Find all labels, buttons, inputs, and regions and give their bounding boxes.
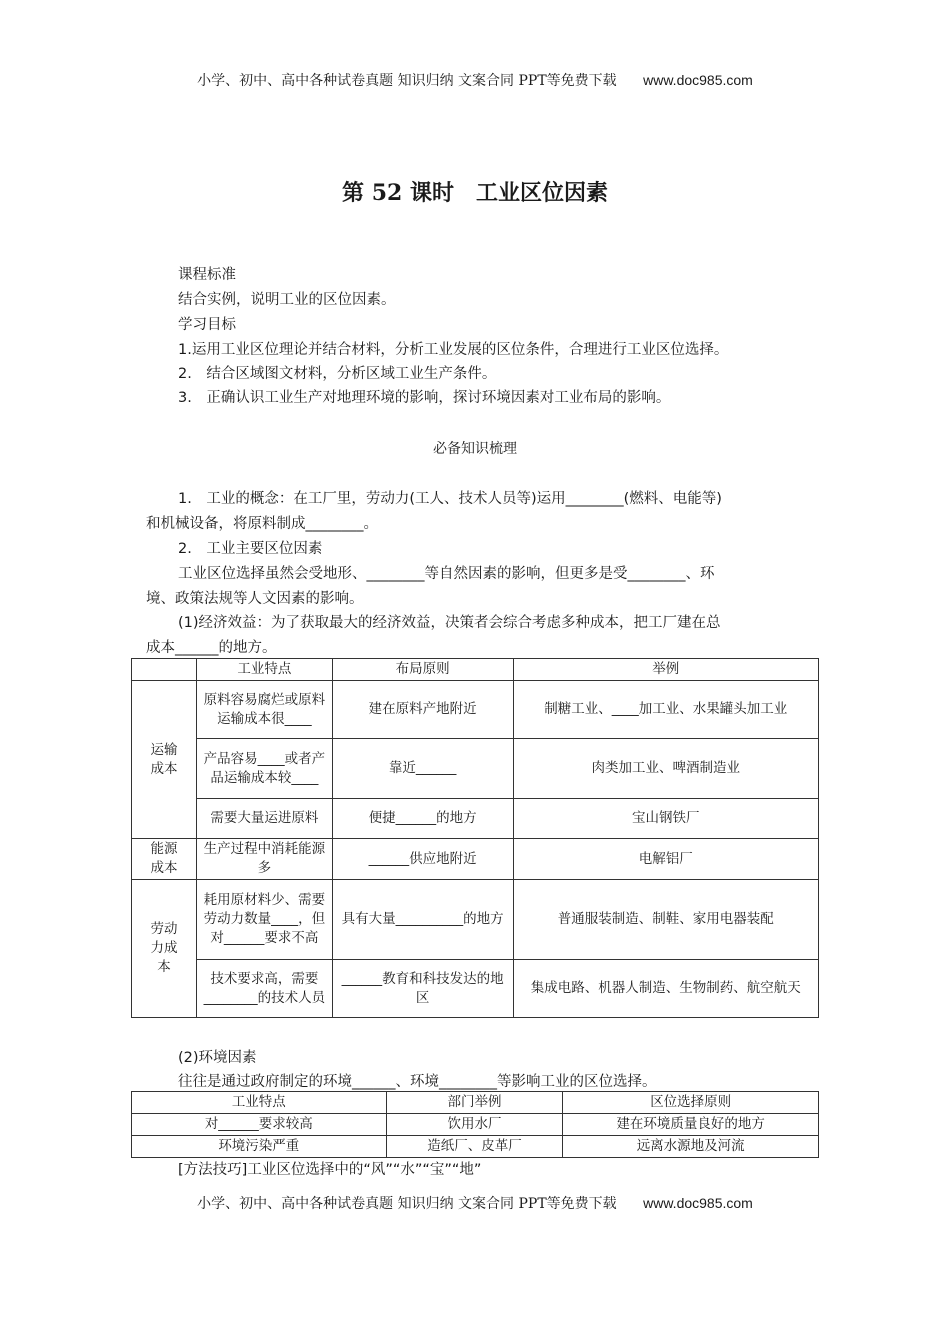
table-row xyxy=(132,1136,819,1158)
table-row xyxy=(132,739,819,799)
table-header-cell: 工业特点 xyxy=(196,659,332,681)
para-4a: (1)经济效益：为了获取最大的经济效益，决策者会综合考虑多种成本，把工厂建在总 xyxy=(178,615,721,631)
page-header xyxy=(0,70,950,90)
header-url[interactable]: www.doc985.com xyxy=(643,72,753,88)
para-3b: 境、政策法规等人文因素的影响。 xyxy=(146,591,364,607)
table-cell: 便捷______的地方 xyxy=(332,799,513,839)
table-cell: 具有大量__________的地方 xyxy=(332,880,513,960)
group-label-labor: 劳动 力成 本 xyxy=(132,880,197,1018)
table-header-cell xyxy=(132,659,197,681)
para-6: 往往是通过政府制定的环境______、环境________等影响工业的区位选择。 xyxy=(178,1074,657,1090)
para-1b: 和机械设备，将原料制成________。 xyxy=(146,516,378,532)
table-header-cell: 工业特点 xyxy=(132,1092,387,1114)
para-3a: 工业区位选择虽然会受地形、________等自然因素的影响，但更多是受________、环 xyxy=(178,566,715,582)
table-row xyxy=(132,799,819,839)
table-cell: 原料容易腐烂或原料运输成本很____ xyxy=(196,681,332,739)
table-cell: 靠近______ xyxy=(332,739,513,799)
para-5: (2)环境因素 xyxy=(178,1050,257,1066)
table-header-cell: 部门举例 xyxy=(386,1092,563,1114)
table-header-row xyxy=(132,659,819,681)
goals-heading: 学习目标 xyxy=(178,317,236,333)
page-title: 第 52 课时 工业区位因素 xyxy=(342,180,608,206)
table-row xyxy=(132,880,819,960)
page-footer xyxy=(0,1193,950,1213)
footer-text: 小学、初中、高中各种试卷真题 知识归纳 文案合同 PPT等免费下载 xyxy=(197,1196,617,1212)
table-cell: 普通服装制造、制鞋、家用电器装配 xyxy=(513,880,818,960)
table-header-cell: 布局原则 xyxy=(332,659,513,681)
table-cell: 肉类加工业、啤酒制造业 xyxy=(513,739,818,799)
environment-table xyxy=(131,1091,819,1158)
cost-factors-table xyxy=(131,658,819,1018)
table-cell: 生产过程中消耗能源多 xyxy=(196,839,332,880)
table-cell: 技术要求高，需要________的技术人员 xyxy=(196,960,332,1018)
table-cell: 远离水源地及河流 xyxy=(563,1136,819,1158)
table-cell: 电解铝厂 xyxy=(513,839,818,880)
table-cell: 产品容易____或者产品运输成本较____ xyxy=(196,739,332,799)
para-2: 2. 工业主要区位因素 xyxy=(178,541,323,557)
table-cell: 宝山钢铁厂 xyxy=(513,799,818,839)
table-cell: 造纸厂、皮革厂 xyxy=(386,1136,563,1158)
table-header-cell: 区位选择原则 xyxy=(563,1092,819,1114)
table-cell: ______教育和科技发达的地区 xyxy=(332,960,513,1018)
header-text: 小学、初中、高中各种试卷真题 知识归纳 文案合同 PPT等免费下载 xyxy=(197,73,617,89)
table-header-cell: 举例 xyxy=(513,659,818,681)
standard-text: 结合实例，说明工业的区位因素。 xyxy=(178,292,396,308)
footer-url[interactable]: www.doc985.com xyxy=(643,1195,753,1211)
table-row xyxy=(132,839,819,880)
table-cell: 环境污染严重 xyxy=(132,1136,387,1158)
para-7: [方法技巧]工业区位选择中的“风”“水”“宝”“地” xyxy=(178,1162,482,1178)
table-cell: 耗用原材料少、需要劳动力数量____，但对______要求不高 xyxy=(196,880,332,960)
table-cell: ______供应地附近 xyxy=(332,839,513,880)
goal-item-3: 3. 正确认识工业生产对地理环境的影响，探讨环境因素对工业布局的影响。 xyxy=(178,390,671,406)
para-1a: 1. 工业的概念：在工厂里，劳动力(工人、技术人员等)运用________(燃料、电能等) xyxy=(178,491,722,507)
table-cell: 对______要求较高 xyxy=(132,1114,387,1136)
table-row xyxy=(132,1114,819,1136)
table-cell: 建在原料产地附近 xyxy=(332,681,513,739)
goal-item-1: 1.运用工业区位理论并结合材料，分析工业发展的区位条件，合理进行工业区位选择。 xyxy=(178,342,729,358)
goal-item-2: 2. 结合区域图文材料，分析区域工业生产条件。 xyxy=(178,366,497,382)
group-label-transport: 运输 成本 xyxy=(132,681,197,839)
table-header-row xyxy=(132,1092,819,1114)
group-label-energy: 能源 成本 xyxy=(132,839,197,880)
table-row xyxy=(132,960,819,1018)
table-cell: 制糖工业、____加工业、水果罐头加工业 xyxy=(513,681,818,739)
table-cell: 需要大量运进原料 xyxy=(196,799,332,839)
table-cell: 建在环境质量良好的地方 xyxy=(563,1114,819,1136)
standard-heading: 课程标准 xyxy=(178,267,236,283)
para-4b: 成本______的地方。 xyxy=(146,640,277,656)
table-row xyxy=(132,681,819,739)
section-title: 必备知识梳理 xyxy=(433,441,517,457)
table-cell: 集成电路、机器人制造、生物制药、航空航天 xyxy=(513,960,818,1018)
table-cell: 饮用水厂 xyxy=(386,1114,563,1136)
